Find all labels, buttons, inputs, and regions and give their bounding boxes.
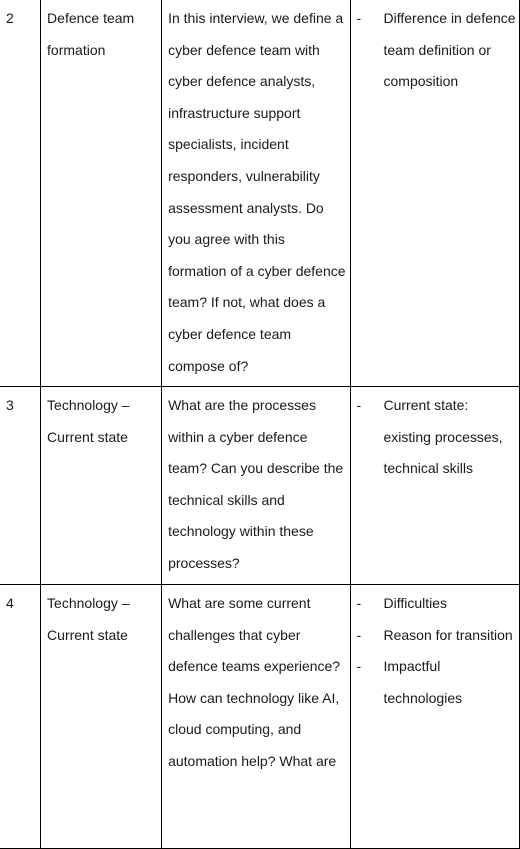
bullet-dash: - bbox=[356, 595, 362, 611]
question-line: processes? bbox=[168, 554, 240, 571]
topic-line: formation bbox=[47, 41, 106, 58]
question-line: cyber defence team bbox=[168, 325, 292, 342]
key-point-line: composition bbox=[383, 73, 459, 90]
question-line: What are the processes bbox=[168, 397, 316, 413]
topic-line: Technology – bbox=[47, 397, 130, 413]
key-points-list bbox=[357, 588, 520, 714]
key-point-line: existing processes, bbox=[383, 428, 503, 445]
question-line: technical skills and bbox=[168, 491, 285, 508]
question-line: cloud computing, and bbox=[168, 721, 302, 738]
question-line: infrastructure support bbox=[168, 104, 301, 121]
row-number bbox=[0, 387, 41, 585]
question-line: assessment analysts. Do bbox=[168, 199, 324, 216]
key-point-line: Difference in defence bbox=[383, 10, 516, 26]
bullet-dash: - bbox=[356, 10, 362, 26]
bullet-dash: - bbox=[356, 658, 362, 675]
question-line: In this interview, we define a bbox=[168, 10, 344, 26]
question-line: formation of a cyber defence bbox=[168, 262, 346, 279]
topic-cell bbox=[41, 585, 162, 849]
key-points-cell bbox=[350, 0, 520, 387]
topic-line: Current state bbox=[47, 428, 128, 445]
topic-line: Current state bbox=[47, 626, 128, 643]
question-line: cyber defence team with bbox=[168, 41, 320, 58]
question-line: team? Can you describe the bbox=[168, 460, 344, 477]
row-number-text: 4 bbox=[6, 595, 14, 611]
topic-line: Defence team bbox=[47, 10, 135, 26]
row-number bbox=[0, 0, 41, 387]
question-line: specialists, incident bbox=[168, 136, 289, 153]
key-point-line: Reason for transition bbox=[383, 626, 513, 643]
row-number bbox=[0, 585, 41, 849]
bullet-dash: - bbox=[356, 626, 362, 643]
key-point-line: Current state: bbox=[383, 397, 469, 413]
row-number-text: 3 bbox=[6, 397, 14, 413]
list-item bbox=[357, 651, 520, 714]
question-line: responders, vulnerability bbox=[168, 167, 320, 184]
question-line: team? If not, what does a bbox=[168, 294, 326, 311]
key-point-line: technical skills bbox=[383, 460, 473, 477]
question-line: cyber defence analysts, bbox=[168, 73, 316, 90]
topic-line: Technology – bbox=[47, 595, 130, 611]
key-points-list bbox=[357, 390, 520, 485]
table-row bbox=[0, 387, 520, 585]
topic-cell bbox=[41, 387, 162, 585]
question-cell bbox=[162, 585, 350, 849]
row-number-text: 2 bbox=[6, 10, 14, 26]
table-row bbox=[0, 0, 520, 387]
key-point-line: Difficulties bbox=[383, 595, 448, 611]
question-line: How can technology like AI, bbox=[168, 689, 340, 706]
question-line: technology within these bbox=[168, 523, 314, 540]
question-cell bbox=[162, 0, 350, 387]
key-point-line: team definition or bbox=[383, 41, 491, 58]
key-point-line: Impactful bbox=[383, 658, 441, 675]
question-line: What are some current bbox=[168, 595, 311, 611]
question-line: you agree with this bbox=[168, 231, 285, 248]
question-cell bbox=[162, 387, 350, 585]
question-line: automation help? What are bbox=[168, 752, 337, 769]
key-points-list bbox=[357, 3, 520, 98]
topic-cell bbox=[41, 0, 162, 387]
list-item bbox=[357, 588, 520, 620]
key-points-cell bbox=[350, 585, 520, 849]
question-line: challenges that cyber bbox=[168, 626, 301, 643]
question-line: within a cyber defence bbox=[168, 428, 308, 445]
question-line: defence teams experience? bbox=[168, 658, 341, 675]
key-points-cell bbox=[350, 387, 520, 585]
question-line: compose of? bbox=[168, 357, 249, 374]
key-point-line: technologies bbox=[383, 689, 463, 706]
bullet-dash: - bbox=[356, 397, 362, 413]
table-row bbox=[0, 585, 520, 849]
list-item bbox=[357, 3, 520, 98]
list-item bbox=[357, 390, 520, 485]
list-item bbox=[357, 620, 520, 652]
